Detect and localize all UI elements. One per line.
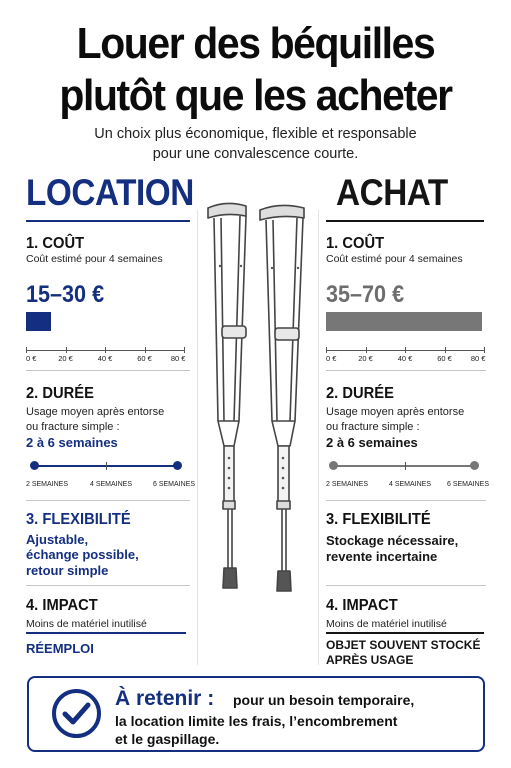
rental-impact-note: Moins de matériel inutilisé (26, 618, 147, 630)
check-circle-icon (51, 688, 102, 739)
subtitle-line-2: pour une convalescence courte. (152, 146, 359, 162)
purchase-duration-mid-tick (405, 462, 406, 470)
rental-heading-rule (26, 220, 190, 222)
purchase-divider-2 (326, 500, 486, 501)
rental-cost-title: 1. COÛT (26, 235, 85, 252)
purchase-duration-label-2: 2 SEMAINES (326, 481, 369, 488)
purchase-impact-rule (326, 632, 484, 634)
purchase-duration-value: 2 à 6 semaines (326, 435, 418, 450)
cost-axis-tick-label: 80 € (170, 354, 186, 363)
rental-duration-label-2: 2 SEMAINES (26, 481, 69, 488)
rental-impact-rule (26, 632, 186, 634)
cost-axis-tick (366, 347, 367, 353)
rental-divider-2 (26, 500, 190, 501)
cost-axis-tick-label: 80 € (470, 354, 486, 363)
purchase-duration-title: 2. DURÉE (326, 385, 394, 402)
purchase-heading: ACHAT (336, 172, 448, 213)
cost-axis-tick-label: 60 € (437, 354, 452, 363)
rental-flex-line-2: échange possible, (26, 547, 139, 562)
purchase-heading-rule (326, 220, 484, 222)
rental-price: 15–30 € (26, 281, 105, 308)
rental-duration-mid-tick (106, 462, 107, 470)
rental-duration-start-dot (30, 461, 39, 470)
cost-axis-tick (184, 347, 185, 353)
rental-flex-line-3: retour simple (26, 563, 109, 578)
cost-axis-tick-label: 0 € (326, 354, 337, 363)
purchase-duration-note-1: Usage moyen après entorse (326, 406, 465, 418)
purchase-duration-label-6: 6 SEMAINES (446, 481, 490, 488)
rental-impact-value: RÉEMPLOI (26, 641, 94, 656)
takeaway-box (27, 676, 485, 752)
purchase-duration-note-2: ou fracture simple : (326, 421, 420, 433)
rental-flex-title: 3. FLEXIBILITÉ (26, 511, 131, 528)
purchase-impact-line-1: OBJET SOUVENT STOCKÉ (326, 638, 481, 652)
takeaway-line-1: pour un besoin temporaire, (233, 692, 415, 708)
rental-duration-note-2: ou fracture simple : (26, 421, 120, 433)
cost-axis-tick-label: 40 € (397, 354, 413, 363)
takeaway-title: À retenir : (115, 687, 215, 710)
cost-axis-tick-label: 20 € (358, 354, 373, 363)
cost-axis-tick (405, 347, 406, 353)
purchase-impact-note: Moins de matériel inutilisé (326, 618, 447, 630)
cost-axis-tick (26, 347, 27, 353)
purchase-cost-bar-track (326, 312, 482, 331)
rental-cost-bar (26, 312, 51, 331)
rental-duration-note-1: Usage moyen après entorse (26, 406, 165, 418)
purchase-cost-bar (326, 312, 482, 331)
purchase-divider-1 (326, 370, 486, 371)
cost-axis-tick (145, 347, 146, 353)
purchase-flex-title: 3. FLEXIBILITÉ (326, 511, 431, 528)
purchase-duration-start-dot (329, 461, 338, 470)
cost-axis-tick (66, 347, 67, 353)
purchase-cost-note: Coût estimé pour 4 semaines (326, 253, 463, 265)
purchase-impact-line-2: APRÈS USAGE (326, 653, 414, 667)
rental-divider-1 (26, 370, 190, 371)
cost-axis-tick-label: 60 € (137, 354, 152, 363)
takeaway-line-2: la location limite les frais, l’encombrement (115, 713, 398, 729)
purchase-flex-line-1: Stockage nécessaire, (326, 533, 459, 548)
takeaway-line-3: et le gaspillage. (115, 731, 220, 747)
purchase-duration-end-dot (470, 461, 479, 470)
cost-axis-tick-label: 0 € (26, 354, 37, 363)
page-title-line-2: plutôt que les acheter (59, 71, 452, 120)
cost-axis-tick (445, 347, 446, 353)
rental-duration-title: 2. DURÉE (26, 385, 94, 402)
rental-impact-title: 4. IMPACT (26, 597, 98, 614)
purchase-divider-3 (326, 585, 486, 586)
rental-duration-label-6: 6 SEMAINES (152, 481, 196, 488)
rental-cost-bar-track (26, 312, 180, 331)
crutches-illustration (196, 196, 320, 606)
cost-axis-tick (105, 347, 106, 353)
rental-duration-value: 2 à 6 semaines (26, 435, 118, 450)
rental-duration-end-dot (173, 461, 182, 470)
purchase-cost-title: 1. COÛT (326, 235, 385, 252)
rental-duration-label-4: 4 SEMAINES (89, 481, 133, 488)
rental-divider-3 (26, 585, 190, 586)
purchase-duration-label-4: 4 SEMAINES (388, 481, 432, 488)
purchase-cost-axis (326, 350, 484, 351)
purchase-flex-line-2: revente incertaine (326, 549, 438, 564)
cost-axis-tick (326, 347, 327, 353)
rental-flex-line-1: Ajustable, (26, 532, 89, 547)
purchase-price: 35–70 € (326, 281, 405, 308)
cost-axis-tick-label: 40 € (97, 354, 113, 363)
page-title-line-1: Louer des béquilles (76, 19, 435, 68)
rental-heading: LOCATION (26, 172, 194, 213)
cost-axis-tick-label: 20 € (58, 354, 73, 363)
rental-cost-note: Coût estimé pour 4 semaines (26, 253, 163, 265)
purchase-impact-title: 4. IMPACT (326, 597, 398, 614)
rental-cost-axis (26, 350, 184, 351)
cost-axis-tick (484, 347, 485, 353)
subtitle-line-1: Un choix plus économique, flexible et responsable (94, 126, 417, 142)
